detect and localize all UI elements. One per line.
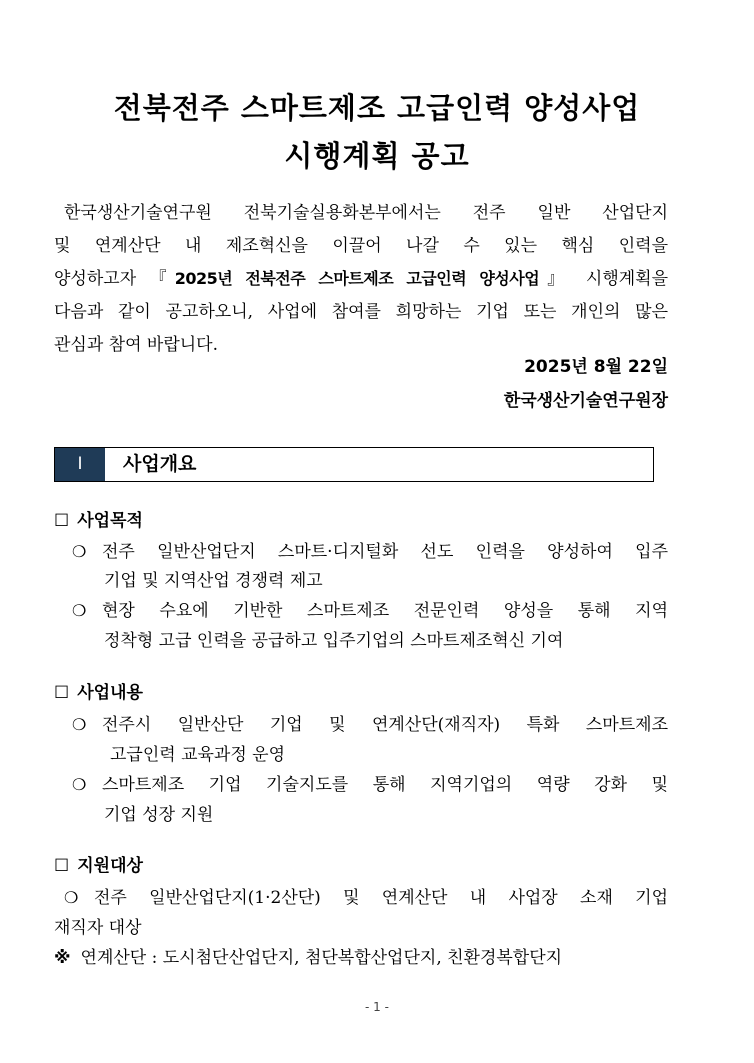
- program-name: 2025년 전북전주 스마트제조 고급인력 양성사업: [174, 269, 540, 288]
- bullet-circle-icon: ❍: [72, 775, 87, 794]
- notice-date: 2025년 8월 22일: [524, 357, 668, 377]
- purpose-item-2-line-1: ❍ 현장 수요에 기반한 스마트제조 전문인력 양성을 통해 지역: [72, 601, 668, 621]
- intro-line-3: 양성하고자 『2025년 전북전주 스마트제조 고급인력 양성사업』 시행계획을: [54, 269, 669, 289]
- content-item-2-line-2: 기업 성장 지원: [104, 805, 214, 825]
- target-line-1: ❍ 전주 일반산업단지(1·2산단) 및 연계산단 내 사업장 소재 기업: [64, 888, 668, 908]
- purpose-item-1-line-2: 기업 및 지역산업 경쟁력 제고: [104, 571, 323, 591]
- content-item-1-line-1: ❍ 전주시 일반산단 기업 및 연계산단(재직자) 특화 스마트제조: [72, 715, 668, 735]
- checkbox-icon: ☐: [54, 856, 70, 876]
- issuer-name: 한국생산기술연구원장: [503, 391, 668, 411]
- bullet-circle-icon: ❍: [64, 888, 79, 907]
- purpose-heading: ☐ 사업목적: [54, 511, 143, 531]
- content-heading: ☐ 사업내용: [54, 683, 143, 703]
- bullet-circle-icon: ❍: [72, 542, 87, 561]
- target-heading: ☐ 지원대상: [54, 856, 143, 876]
- content-item-1-line-2: 고급인력 교육과정 운영: [110, 745, 286, 765]
- checkbox-icon: ☐: [54, 683, 70, 703]
- bullet-circle-icon: ❍: [72, 715, 87, 734]
- section-number: Ⅰ: [55, 448, 105, 481]
- note-mark-icon: ※: [54, 948, 71, 968]
- intro-line-5: 관심과 참여 바랍니다.: [54, 335, 219, 355]
- intro-line-1: 한국생산기술연구원 전북기술실용화본부에서는 전주 일반 산업단지: [64, 203, 668, 223]
- checkbox-icon: ☐: [54, 511, 70, 531]
- intro-line-2: 및 연계산단 내 제조혁신을 이끌어 나갈 수 있는 핵심 인력을: [54, 236, 668, 256]
- target-note: ※ 연계산단 : 도시첨단산업단지, 첨단복합산업단지, 친환경복합단지: [54, 948, 563, 968]
- title-line-2: 시행계획 공고: [284, 139, 470, 173]
- purpose-item-2-line-2: 정착형 고급 인력을 공급하고 입주기업의 스마트제조혁신 기여: [104, 631, 564, 651]
- section-header: [54, 447, 654, 482]
- page-number: - 1 -: [365, 1000, 389, 1014]
- title-line-1: 전북전주 스마트제조 고급인력 양성사업: [113, 91, 641, 125]
- section-title: 사업개요: [123, 453, 197, 475]
- bullet-circle-icon: ❍: [72, 601, 87, 620]
- target-line-2: 재직자 대상: [54, 918, 142, 938]
- purpose-item-1-line-1: ❍ 전주 일반산업단지 스마트·디지털화 선도 인력을 양성하여 입주: [72, 542, 668, 562]
- intro-line-4: 다음과 같이 공고하오니, 사업에 참여를 희망하는 기업 또는 개인의 많은: [54, 302, 668, 322]
- content-item-2-line-1: ❍ 스마트제조 기업 기술지도를 통해 지역기업의 역량 강화 및: [72, 775, 668, 795]
